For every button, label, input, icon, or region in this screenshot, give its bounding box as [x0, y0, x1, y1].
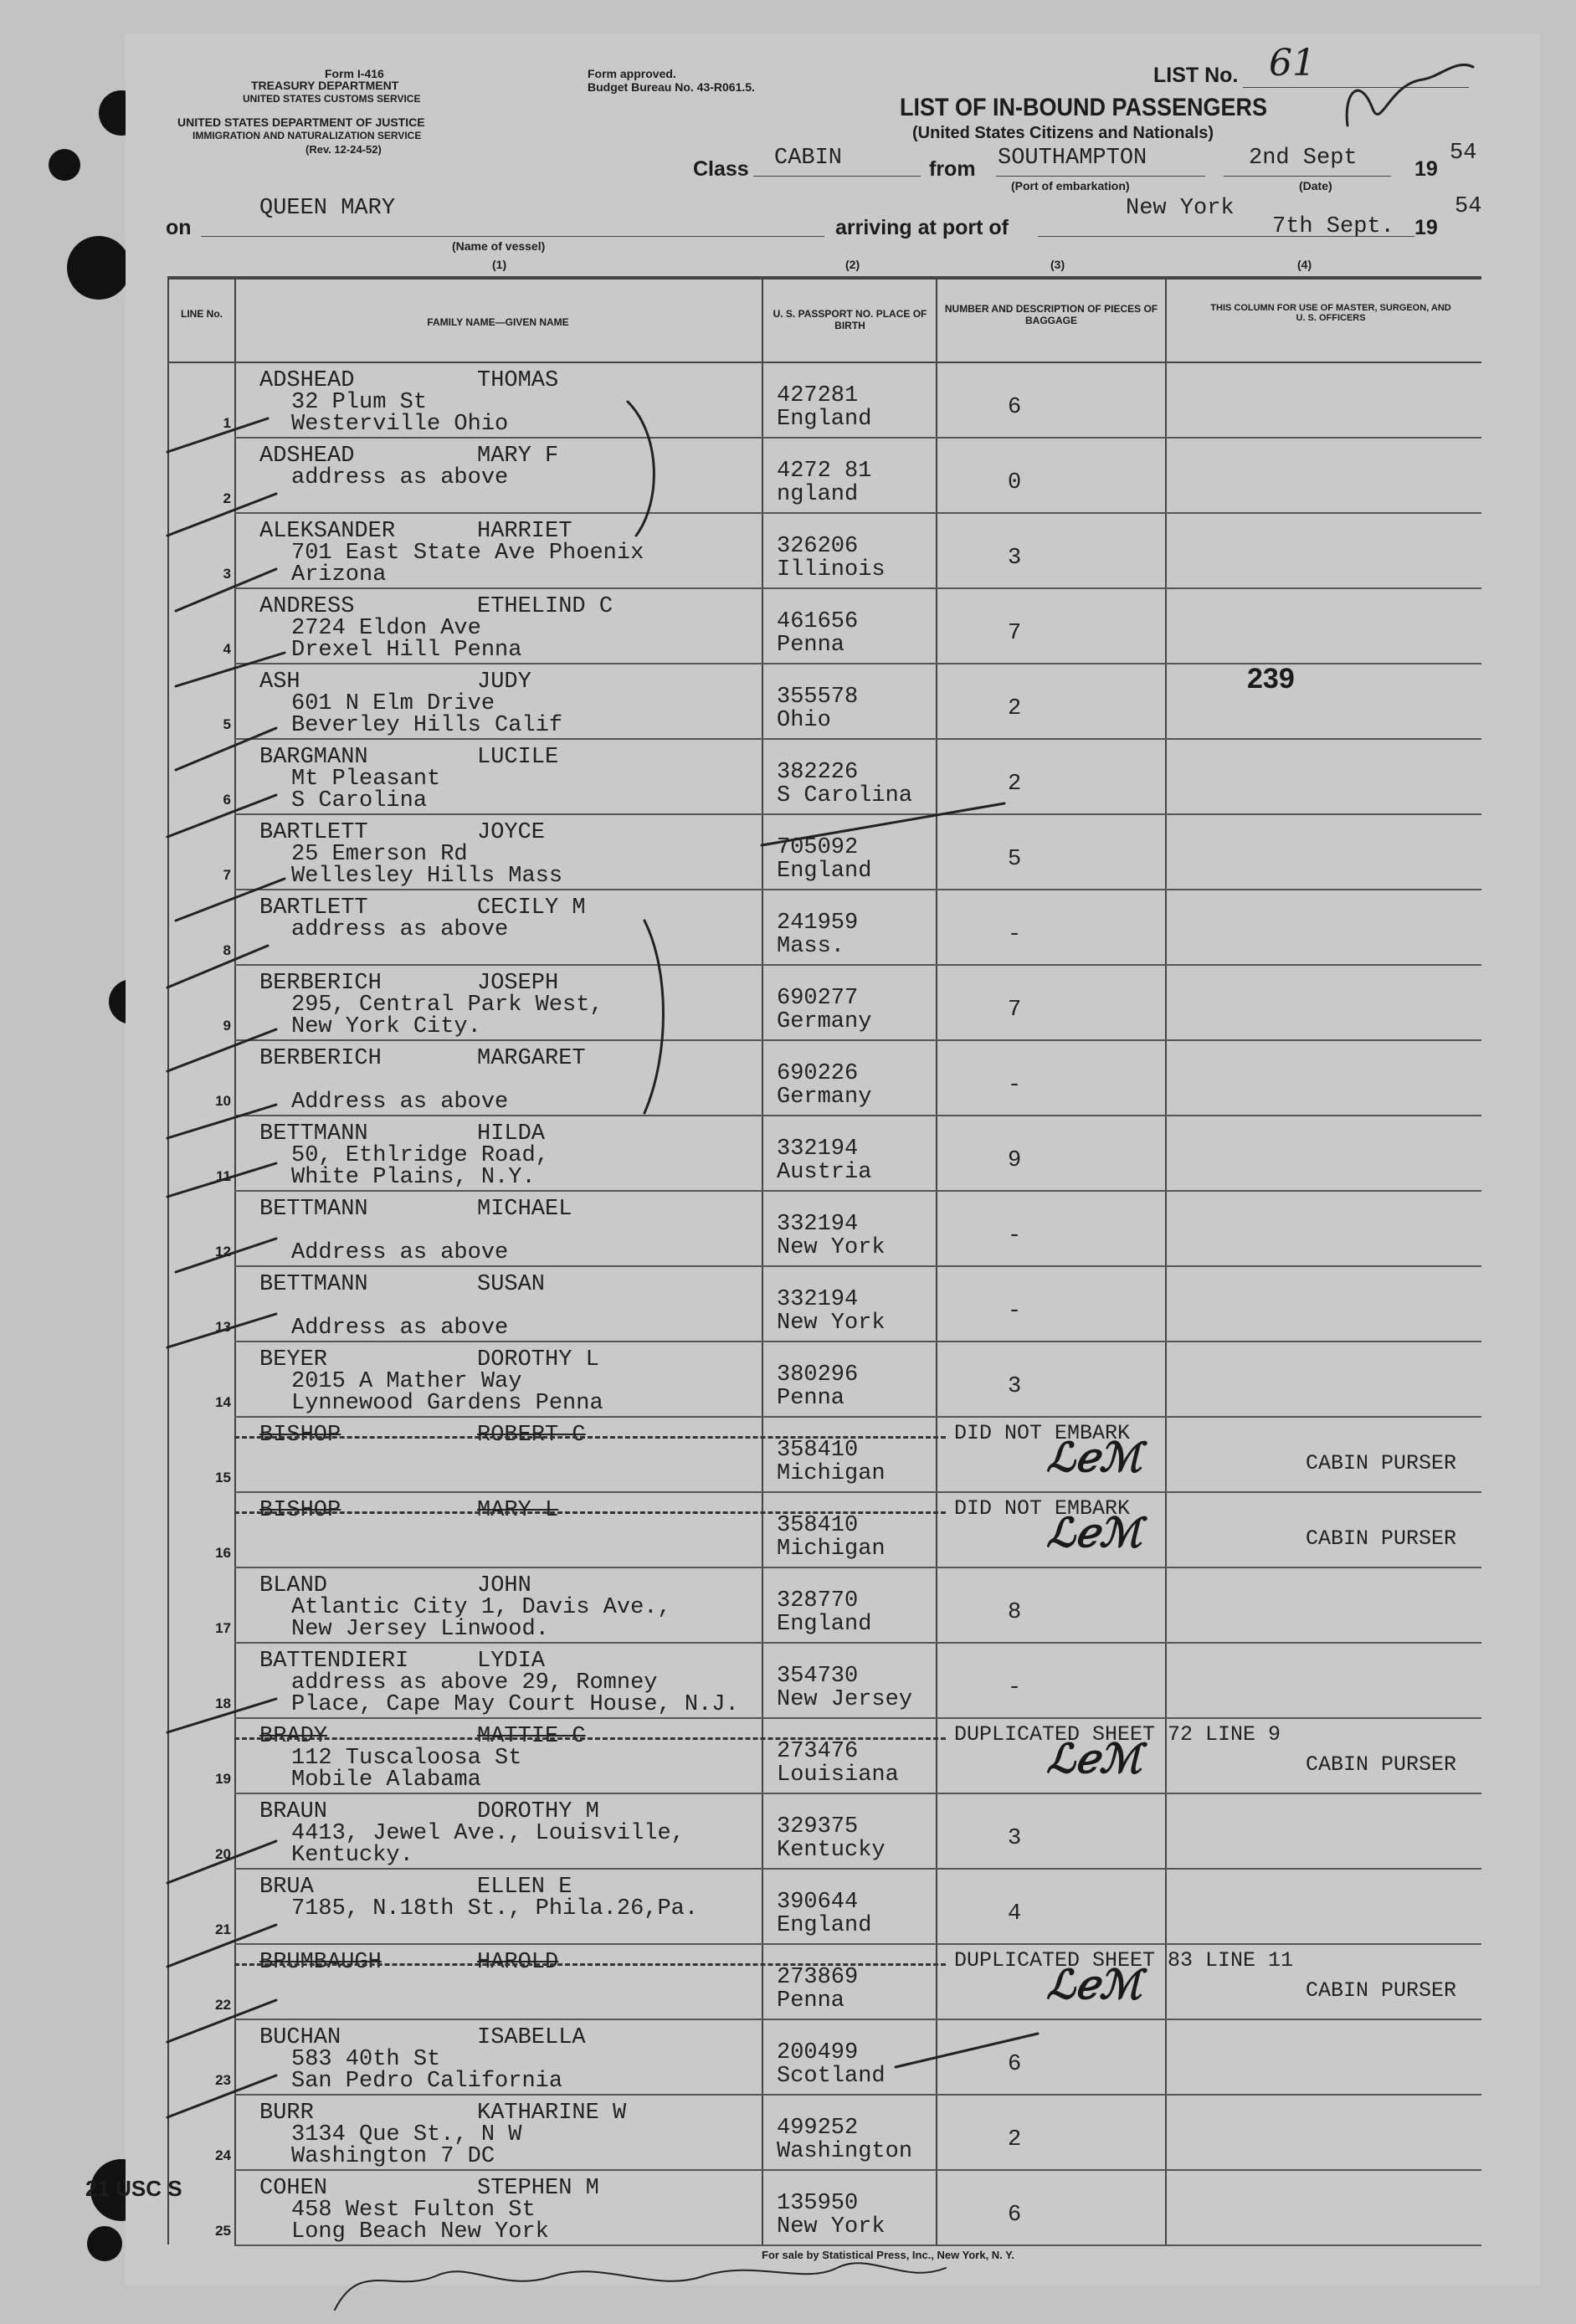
- purser-title: CABIN PURSER: [1306, 1752, 1457, 1777]
- given-name: JOYCE: [477, 820, 546, 845]
- family-name: BEYER: [259, 1347, 328, 1372]
- line-number: 12: [215, 1244, 231, 1259]
- passport-number: 499252: [777, 2116, 859, 2141]
- baggage-count: -: [1008, 1073, 1022, 1098]
- tick-mark: [167, 494, 276, 536]
- family-name: BARTLETT: [259, 895, 368, 921]
- address-line-1: address as above: [291, 465, 509, 490]
- passport-number: 354730: [777, 1664, 859, 1689]
- place-of-birth: Ohio: [777, 708, 831, 733]
- tick-mark: [167, 1314, 276, 1347]
- place-of-birth: Germany: [777, 1009, 872, 1034]
- arrival-year-prefix: 19: [1414, 216, 1438, 239]
- family-name: BRAUN: [259, 1799, 328, 1824]
- baggage-count: -: [1008, 922, 1022, 947]
- line-number: 4: [223, 641, 231, 657]
- place-of-birth: Illinois: [777, 557, 886, 582]
- header-name: FAMILY NAME—GIVEN NAME: [427, 316, 569, 328]
- place-of-birth: Louisiana: [777, 1762, 899, 1788]
- place-of-birth: Penna: [777, 633, 845, 658]
- remark: DUPLICATED SHEET 72 LINE 9: [954, 1722, 1281, 1747]
- place-of-birth: Austria: [777, 1160, 872, 1185]
- baggage-count: 4: [1008, 1901, 1022, 1926]
- passport-number: 358410: [777, 1513, 859, 1538]
- year-prefix: 19: [1414, 157, 1438, 181]
- family-name: BERBERICH: [259, 971, 382, 996]
- column-number-2: (2): [845, 258, 860, 271]
- header-passport: U. S. PASSPORT NO. PLACE OF BIRTH: [773, 308, 927, 331]
- tick-mark: [167, 418, 268, 452]
- purser-title: CABIN PURSER: [1306, 1526, 1457, 1551]
- family-name: BARGMANN: [259, 745, 368, 770]
- customs-service: UNITED STATES CUSTOMS SERVICE: [243, 93, 421, 105]
- passport-number: 273869: [777, 1965, 859, 1990]
- class-label: Class: [693, 157, 749, 181]
- line-number: 20: [215, 1846, 231, 1862]
- place-of-birth: New York: [777, 1311, 886, 1336]
- passport-number: 461656: [777, 609, 859, 634]
- tick-mark: [167, 795, 276, 837]
- purser-title: CABIN PURSER: [1306, 1978, 1457, 2003]
- address-line-2: San Pedro California: [291, 2069, 563, 2094]
- on-label: on: [166, 216, 192, 239]
- address-line-2: Drexel Hill Penna: [291, 638, 522, 663]
- bracket-mark: [628, 402, 654, 536]
- tick-mark: [176, 653, 285, 686]
- passport-number: 390644: [777, 1890, 859, 1915]
- family-name: ALEKSANDER: [259, 519, 396, 544]
- place-of-birth: England: [777, 1612, 872, 1637]
- purser-signature: ℒℯℳ: [1046, 1434, 1142, 1481]
- printer-footer: For sale by Statistical Press, Inc., New York, N. Y.: [762, 2249, 1015, 2261]
- from-label: from: [929, 157, 976, 181]
- given-name: MARGARET: [477, 1046, 586, 1071]
- passport-number: 355578: [777, 685, 859, 710]
- baggage-count: 7: [1008, 998, 1022, 1023]
- family-name: BUCHAN: [259, 2025, 341, 2050]
- given-name: HAROLD: [477, 1950, 559, 1975]
- address-line-2: S Carolina: [291, 788, 428, 813]
- department: TREASURY DEPARTMENT: [251, 79, 399, 92]
- arriving-label: arriving at port of: [835, 216, 1009, 239]
- family-name: BRUMBAUGH: [259, 1950, 382, 1975]
- address-line-1: 32 Plum St: [291, 390, 428, 415]
- given-name: CECILY M: [477, 895, 586, 921]
- tick-mark: [167, 1925, 276, 1967]
- given-name: JOHN: [477, 1573, 531, 1598]
- address-line-1: 2015 A Mather Way: [291, 1369, 522, 1394]
- given-name: LYDIA: [477, 1649, 546, 1674]
- passport-number: 705092: [777, 835, 859, 860]
- place-of-birth: New York: [777, 1235, 886, 1260]
- tick-mark: [167, 1163, 276, 1197]
- line-number: 14: [215, 1394, 231, 1410]
- line-number: 23: [215, 2072, 231, 2088]
- given-name: KATHARINE W: [477, 2101, 627, 2126]
- line-number: 3: [223, 566, 231, 582]
- purser-signature: ℒℯℳ: [1046, 1962, 1142, 2008]
- passport-number: 326206: [777, 534, 859, 559]
- purser-signature: ℒℯℳ: [1046, 1510, 1142, 1557]
- family-name: BETTMANN: [259, 1197, 368, 1222]
- line-number: 16: [215, 1545, 231, 1561]
- justice-department: UNITED STATES DEPARTMENT OF JUSTICE: [177, 115, 425, 129]
- line-number: 22: [215, 1997, 231, 2013]
- address-line-2: Wellesley Hills Mass: [291, 864, 563, 889]
- line-number: 17: [215, 1620, 231, 1636]
- header-line-no: LINE No.: [181, 308, 223, 320]
- passport-number: 200499: [777, 2040, 859, 2065]
- passport-number: 382226: [777, 760, 859, 785]
- address-line-2: Arizona: [291, 562, 387, 587]
- place-of-birth: Michigan: [777, 1461, 886, 1486]
- given-name: ISABELLA: [477, 2025, 586, 2050]
- line-number: 5: [223, 716, 231, 732]
- address-line-1: Atlantic City 1, Davis Ave.,: [291, 1595, 671, 1620]
- baggage-count: 2: [1008, 2127, 1022, 2152]
- passport-number: 332194: [777, 1287, 859, 1312]
- line-number: 25: [215, 2223, 231, 2239]
- family-name: BURR: [259, 2101, 314, 2126]
- year-suffix: 54: [1450, 141, 1477, 166]
- baggage-count: 6: [1008, 2203, 1022, 2228]
- pencil-line: [762, 803, 1004, 845]
- baggage-count: -: [1008, 1224, 1022, 1249]
- place-of-birth: England: [777, 1913, 872, 1938]
- given-name: LUCILE: [477, 745, 559, 770]
- address-line-2: Washington 7 DC: [291, 2144, 495, 2169]
- place-of-birth: S Carolina: [777, 783, 913, 808]
- tick-mark: [167, 1029, 276, 1071]
- baggage-count: 3: [1008, 1374, 1022, 1399]
- given-name: MICHAEL: [477, 1197, 572, 1222]
- given-name: JOSEPH: [477, 971, 559, 996]
- pencil-signature: [335, 2263, 946, 2310]
- family-name: BISHOP: [259, 1498, 341, 1523]
- column-number-4: (4): [1297, 258, 1312, 271]
- line-number: 9: [223, 1018, 231, 1034]
- address-line-2: Address as above: [291, 1090, 509, 1115]
- header-baggage: NUMBER AND DESCRIPTION OF PIECES OF BAGGAGE: [944, 303, 1158, 326]
- baggage-count: 9: [1008, 1148, 1022, 1173]
- address-line-2: Westerville Ohio: [291, 412, 509, 437]
- family-name: BATTENDIERI: [259, 1649, 409, 1674]
- vessel-caption: (Name of vessel): [452, 239, 546, 253]
- line-number: 6: [223, 792, 231, 808]
- passport-number: 332194: [777, 1212, 859, 1237]
- given-name: ROBERT C: [477, 1423, 586, 1448]
- tick-mark: [176, 879, 285, 921]
- tick-mark: [167, 2000, 276, 2042]
- arrival-port: New York: [1126, 196, 1235, 221]
- tick-mark: [176, 1239, 276, 1272]
- remark: DID NOT EMBARK: [954, 1496, 1131, 1521]
- address-line-2: Place, Cape May Court House, N.J.: [291, 1692, 739, 1717]
- place-of-birth: Scotland: [777, 2064, 886, 2089]
- baggage-count: 3: [1008, 546, 1022, 571]
- remark: DUPLICATED SHEET 83 LINE 11: [954, 1948, 1294, 1973]
- given-name: STEPHEN M: [477, 2176, 599, 2201]
- line-number: 21: [215, 1921, 231, 1937]
- tick-mark: [176, 728, 276, 770]
- embarkation-date: 2nd Sept: [1249, 146, 1358, 171]
- given-name: JUDY: [477, 669, 531, 695]
- address-line-1: 583 40th St: [291, 2047, 441, 2072]
- tick-mark: [167, 946, 268, 988]
- document-title: LIST OF IN-BOUND PASSENGERS: [900, 94, 1268, 121]
- address-line-1: address as above: [291, 917, 509, 942]
- purser-signature: ℒℯℳ: [1046, 1736, 1142, 1783]
- address-line-1: 295, Central Park West,: [291, 993, 603, 1018]
- column-number-3: (3): [1050, 258, 1065, 271]
- passport-number: 328770: [777, 1588, 859, 1613]
- place-of-birth: England: [777, 407, 872, 432]
- arrival-date: 7th Sept.: [1272, 214, 1394, 239]
- passport-number: 690277: [777, 986, 859, 1011]
- place-of-birth: Germany: [777, 1085, 872, 1110]
- tick-mark: [167, 2075, 276, 2117]
- line-number: 8: [223, 942, 231, 958]
- place-of-birth: Penna: [777, 1988, 845, 2014]
- tick-mark: [167, 1699, 276, 1732]
- line-number: 24: [215, 2147, 231, 2163]
- remark: DID NOT EMBARK: [954, 1421, 1131, 1445]
- address-line-1: 25 Emerson Rd: [291, 842, 468, 867]
- passport-number: 273476: [777, 1739, 859, 1764]
- list-number-label: LIST No.: [1153, 64, 1239, 87]
- passport-number: 241959: [777, 911, 859, 936]
- baggage-count: 3: [1008, 1826, 1022, 1851]
- address-line-2: Long Beach New York: [291, 2219, 549, 2244]
- place-of-birth: Kentucky: [777, 1838, 886, 1863]
- address-line-1: 2724 Eldon Ave: [291, 616, 481, 641]
- given-name: MARY F: [477, 444, 559, 469]
- passport-number: 380296: [777, 1362, 859, 1388]
- family-name: ANDRESS: [259, 594, 355, 619]
- passport-number: 427281: [777, 383, 859, 408]
- line-number: 7: [223, 867, 231, 883]
- family-name: BARTLETT: [259, 820, 368, 845]
- place-of-birth: New York: [777, 2214, 886, 2239]
- address-line-1: 701 East State Ave Phoenix: [291, 541, 644, 566]
- address-line-1: 50, Ethlridge Road,: [291, 1143, 549, 1168]
- address-line-1: 458 West Fulton St: [291, 2198, 536, 2223]
- family-name: BRUA: [259, 1875, 314, 1900]
- address-line-2: Address as above: [291, 1240, 509, 1265]
- line-number: 1: [223, 415, 231, 431]
- tick-mark: [167, 1105, 276, 1138]
- address-line-2: Address as above: [291, 1316, 509, 1341]
- family-name: BETTMANN: [259, 1272, 368, 1297]
- baggage-count: 6: [1008, 395, 1022, 420]
- baggage-count: 0: [1008, 470, 1022, 495]
- line-number: 2: [223, 490, 231, 506]
- passport-number: 4272 81: [777, 459, 872, 484]
- line-number: 13: [215, 1319, 231, 1335]
- given-name: MATTIE C: [477, 1724, 586, 1749]
- immigration-service: IMMIGRATION AND NATURALIZATION SERVICE: [193, 130, 422, 141]
- arrival-year-suffix: 54: [1455, 194, 1482, 219]
- given-name: HARRIET: [477, 519, 572, 544]
- place-of-birth: New Jersey: [777, 1687, 913, 1712]
- family-name: BLAND: [259, 1573, 328, 1598]
- place-of-birth: Michigan: [777, 1537, 886, 1562]
- form-approved: Form approved.: [588, 67, 676, 80]
- passport-number: 135950: [777, 2191, 859, 2216]
- given-name: ETHELIND C: [477, 594, 613, 619]
- address-line-2: New Jersey Linwood.: [291, 1617, 549, 1642]
- family-name: ADSHEAD: [259, 444, 355, 469]
- baggage-count: 2: [1008, 772, 1022, 797]
- family-name: COHEN: [259, 2176, 328, 2201]
- address-line-1: 112 Tuscaloosa St: [291, 1746, 522, 1771]
- baggage-count: 5: [1008, 847, 1022, 872]
- purser-title: CABIN PURSER: [1306, 1451, 1457, 1475]
- family-name: BISHOP: [259, 1423, 341, 1448]
- family-name: BRADY: [259, 1724, 328, 1749]
- port-of-embarkation: SOUTHAMPTON: [998, 146, 1147, 171]
- address-line-2: New York City.: [291, 1014, 481, 1039]
- column-number-1: (1): [492, 258, 507, 271]
- address-line-1: 601 N Elm Drive: [291, 691, 495, 716]
- place-of-birth: England: [777, 859, 872, 884]
- family-name: BERBERICH: [259, 1046, 382, 1071]
- port-caption: (Port of embarkation): [1011, 179, 1130, 192]
- line-number: 18: [215, 1696, 231, 1711]
- address-line-2: Kentucky.: [291, 1843, 413, 1868]
- given-name: ELLEN E: [477, 1875, 572, 1900]
- place-of-birth: Mass.: [777, 934, 845, 959]
- list-number-value: 61: [1269, 42, 1316, 85]
- address-line-2: Lynnewood Gardens Penna: [291, 1391, 603, 1416]
- form-number: Form I-416: [325, 67, 384, 80]
- date-caption: (Date): [1299, 179, 1332, 192]
- margin-note: 21 USC S: [85, 2176, 182, 2201]
- line-number: 19: [215, 1771, 231, 1787]
- given-name: SUSAN: [477, 1272, 546, 1297]
- passport-number: 332194: [777, 1136, 859, 1162]
- address-line-2: Mobile Alabama: [291, 1767, 481, 1793]
- budget-bureau: Budget Bureau No. 43-R061.5.: [588, 80, 755, 94]
- revision: (Rev. 12-24-52): [305, 143, 382, 156]
- header-officers: THIS COLUMN FOR USE OF MASTER, SURGEON, AND U. S. OFFICERS: [1210, 303, 1451, 323]
- address-line-2: Beverley Hills Calif: [291, 713, 563, 738]
- baggage-count: 7: [1008, 621, 1022, 646]
- family-name: ADSHEAD: [259, 368, 355, 393]
- class-value: CABIN: [774, 146, 843, 171]
- tick-mark: [176, 569, 276, 611]
- family-name: BETTMANN: [259, 1121, 368, 1147]
- baggage-count: -: [1008, 1299, 1022, 1324]
- address-line-2: White Plains, N.Y.: [291, 1165, 536, 1190]
- address-line-1: 7185, N.18th St., Phila.26,Pa.: [291, 1896, 699, 1921]
- given-name: MARY L: [477, 1498, 559, 1523]
- passport-number: 690226: [777, 1061, 859, 1086]
- vessel-name: QUEEN MARY: [259, 196, 396, 221]
- baggage-count: -: [1008, 1675, 1022, 1701]
- passport-number: 329375: [777, 1814, 859, 1839]
- officer-note: 239: [1247, 663, 1295, 695]
- given-name: DOROTHY M: [477, 1799, 599, 1824]
- place-of-birth: ngland: [777, 482, 859, 507]
- bracket-mark: [644, 921, 664, 1113]
- baggage-count: 2: [1008, 696, 1022, 721]
- pencil-line: [896, 2034, 1038, 2067]
- passport-number: 358410: [777, 1438, 859, 1463]
- line-number: 15: [215, 1470, 231, 1485]
- pencil-scribble: [1347, 64, 1473, 126]
- line-number: 10: [215, 1093, 231, 1109]
- given-name: THOMAS: [477, 368, 559, 393]
- baggage-count: 8: [1008, 1600, 1022, 1625]
- line-number: 11: [216, 1168, 231, 1184]
- place-of-birth: Washington: [777, 2139, 913, 2164]
- address-line-1: 4413, Jewel Ave., Louisville,: [291, 1821, 685, 1846]
- address-line-1: address as above 29, Romney: [291, 1670, 658, 1696]
- address-line-1: 3134 Que St., N W: [291, 2122, 522, 2147]
- family-name: ASH: [259, 669, 300, 695]
- document-subtitle: (United States Citizens and Nationals): [912, 124, 1214, 142]
- given-name: DOROTHY L: [477, 1347, 599, 1372]
- address-line-1: Mt Pleasant: [291, 767, 441, 792]
- place-of-birth: Penna: [777, 1386, 845, 1411]
- baggage-count: 6: [1008, 2052, 1022, 2077]
- tick-mark: [167, 1841, 276, 1883]
- given-name: HILDA: [477, 1121, 546, 1147]
